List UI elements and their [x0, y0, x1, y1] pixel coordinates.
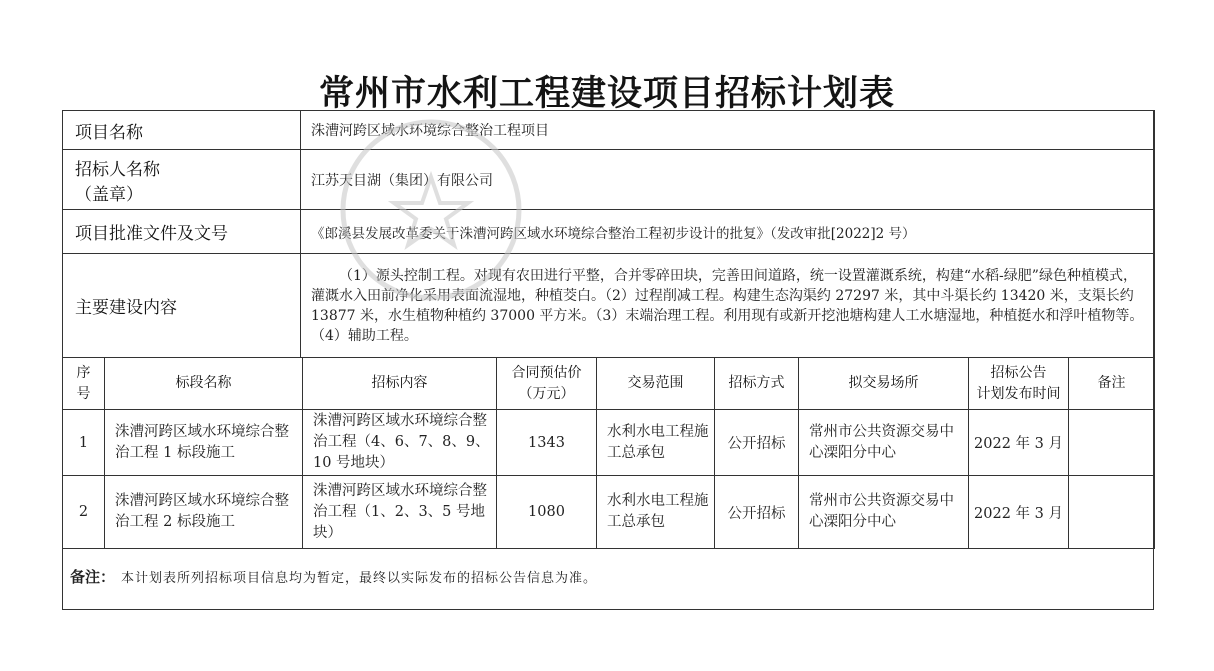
- project-name-value: 洙漕河跨区域水环境综合整治工程项目: [301, 111, 1155, 150]
- header-seq-line2: 号: [76, 385, 91, 402]
- header-price-line1: 合同预估价: [511, 364, 582, 381]
- header-date: [969, 358, 1069, 410]
- header-venue: 拟交易场所: [799, 358, 969, 410]
- tenderer-label: [63, 150, 301, 210]
- header-date-line1: 招标公告: [990, 364, 1047, 381]
- row-price: 1080: [497, 476, 597, 549]
- bid-sections-table: [62, 357, 1155, 549]
- project-name-label: 项目名称: [63, 111, 301, 150]
- header-price-line2: （万元）: [518, 385, 575, 402]
- footnote: [70, 566, 597, 587]
- header-price: [497, 358, 597, 410]
- header-section-name: 标段名称: [105, 358, 303, 410]
- content-row: [63, 254, 1155, 358]
- row-venue: 常州市公共资源交易中心溧阳分中心: [799, 410, 969, 476]
- row-date: 2022 年 3 月: [969, 410, 1069, 476]
- tenderer-label-line2: （盖章）: [75, 184, 143, 205]
- bid-header-row: [63, 358, 1155, 410]
- header-seq: [63, 358, 105, 410]
- row-scope: 水利水电工程施工总承包: [597, 476, 715, 549]
- tenderer-label-line1: 招标人名称: [75, 159, 160, 180]
- approval-value: 《郎溪县发展改革委关于洙漕河跨区域水环境综合整治工程初步设计的批复》（发改审批[2022]2 号）: [301, 210, 1155, 254]
- content-value: （1）源头控制工程。对现有农田进行平整，合并零碎田块，完善田间道路，统一设置灌溉系统，构建“水稻-绿肥”绿色种植模式，灌溉水入田前净化采用表面流湿地，种植茭白。（2）过程削减工程。构建生态沟渠约 27297 米，其中斗渠长约 13420 米，支渠长约 13877 米，水生植物种植约 37000 平方米。（3）末端治理工程。利用现有或新开挖池塘构建人工水塘湿地，种植挺水和浮叶植物等。（4）辅助工程。: [301, 254, 1155, 358]
- approval-label: 项目批准文件及文号: [63, 210, 301, 254]
- header-date-line2: 计划发布时间: [976, 385, 1061, 402]
- project-info-table: [62, 110, 1155, 358]
- tenderer-row: [63, 150, 1155, 210]
- row-venue: 常州市公共资源交易中心溧阳分中心: [799, 476, 969, 549]
- row-scope: 水利水电工程施工总承包: [597, 410, 715, 476]
- footnote-label: 备注：: [70, 568, 116, 586]
- row-content: 洙漕河跨区域水环境综合整治工程（4、6、7、8、9、10 号地块）: [303, 410, 497, 476]
- header-content: 招标内容: [303, 358, 497, 410]
- content-label: 主要建设内容: [63, 254, 301, 358]
- table-row: [63, 410, 1155, 476]
- footnote-text: 本计划表所列招标项目信息均为暂定，最终以实际发布的招标公告信息为准。: [121, 571, 598, 586]
- row-remark: [1069, 410, 1155, 476]
- row-price: 1343: [497, 410, 597, 476]
- header-remark: 备注: [1069, 358, 1155, 410]
- project-name-row: [63, 111, 1155, 150]
- row-seq: 2: [63, 476, 105, 549]
- header-method: 招标方式: [715, 358, 799, 410]
- document-title: 常州市水利工程建设项目招标计划表: [318, 74, 895, 114]
- row-remark: [1069, 476, 1155, 549]
- row-method: 公开招标: [715, 476, 799, 549]
- row-method: 公开招标: [715, 410, 799, 476]
- header-seq-line1: 序: [76, 364, 91, 381]
- row-content: 洙漕河跨区域水环境综合整治工程（1、2、3、5 号地块）: [303, 476, 497, 549]
- approval-row: [63, 210, 1155, 254]
- row-section-name: 洙漕河跨区域水环境综合整治工程 1 标段施工: [105, 410, 303, 476]
- header-scope: 交易范围: [597, 358, 715, 410]
- row-seq: 1: [63, 410, 105, 476]
- company-seal: [336, 115, 526, 305]
- table-row: [63, 476, 1155, 549]
- row-section-name: 洙漕河跨区域水环境综合整治工程 2 标段施工: [105, 476, 303, 549]
- tenderer-value: 江苏天目湖（集团）有限公司: [301, 150, 1155, 210]
- row-date: 2022 年 3 月: [969, 476, 1069, 549]
